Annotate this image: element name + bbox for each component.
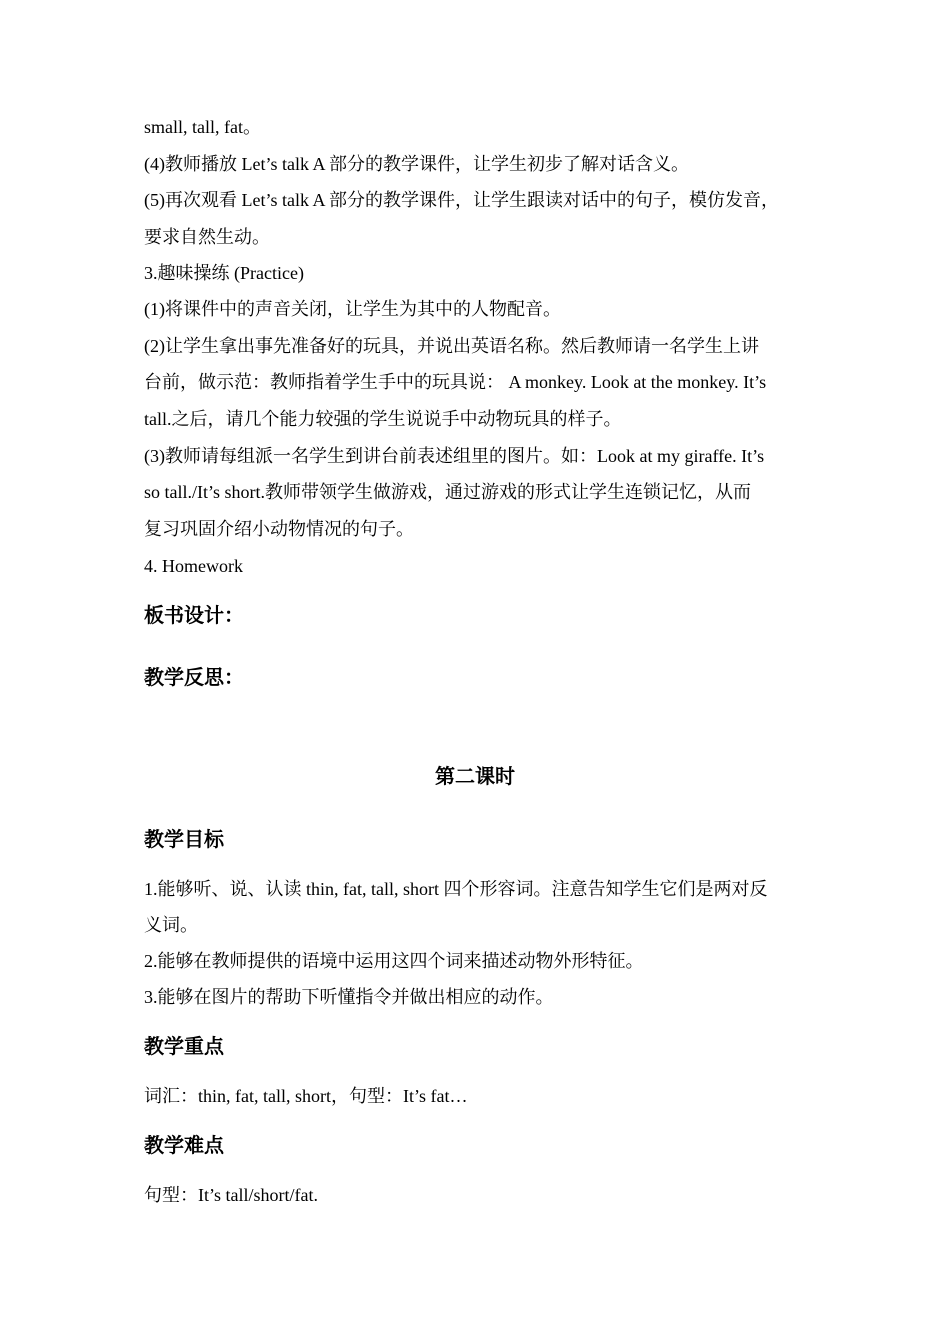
text-line: (2)让学生拿出事先准备好的玩具，并说出英语名称。然后教师请一名学生上讲 <box>144 336 759 356</box>
text-line: (4)教师播放 Let’s talk A 部分的教学课件，让学生初步了解对话含义。 <box>144 154 689 174</box>
text-line: tall.之后，请几个能力较强的学生说说手中动物玩具的样子。 <box>144 409 622 429</box>
text-line: 要求自然生动。 <box>144 227 270 247</box>
key-points-heading: 教学重点 <box>144 1034 224 1058</box>
difficulties-heading: 教学难点 <box>144 1133 224 1157</box>
reflection-heading: 教学反思： <box>144 665 244 689</box>
text-line: (5)再次观看 Let’s talk A 部分的教学课件，让学生跟读对话中的句子，模仿发音， <box>144 190 779 210</box>
text-line: small, tall, fat。 <box>144 117 261 137</box>
text-line: 台前，做示范：教师指着学生手中的玩具说： A monkey. Look at the monkey. It’s <box>144 372 767 392</box>
objective-line: 义词。 <box>144 915 198 935</box>
text-line: (1)将课件中的声音关闭，让学生为其中的人物配音。 <box>144 299 561 319</box>
text-line: 3.趣味操练 (Practice) <box>144 263 304 283</box>
difficulties-text: 句型：It’s tall/short/fat. <box>144 1185 318 1205</box>
board-design-heading: 板书设计： <box>144 603 244 627</box>
objective-line: 1.能够听、说、认读 thin, fat, tall, short 四个形容词。注意告知学生它们是两对反 <box>144 879 768 899</box>
text-line: 复习巩固介绍小动物情况的句子。 <box>144 519 414 539</box>
text-line: 4. Homework <box>144 556 243 576</box>
objective-line: 2.能够在教师提供的语境中运用这四个词来描述动物外形特征。 <box>144 951 644 971</box>
key-points-text: 词汇：thin, fat, tall, short，句型：It’s fat… <box>144 1086 468 1106</box>
text-line: so tall./It’s short.教师带领学生做游戏，通过游戏的形式让学生连锁记忆，从而 <box>144 482 751 502</box>
objective-line: 3.能够在图片的帮助下听懂指令并做出相应的动作。 <box>144 987 554 1007</box>
text-line: (3)教师请每组派一名学生到讲台前表述组里的图片。如：Look at my giraffe. It’s <box>144 446 765 466</box>
lesson-title: 第二课时 <box>435 764 515 788</box>
objectives-heading: 教学目标 <box>144 827 224 851</box>
